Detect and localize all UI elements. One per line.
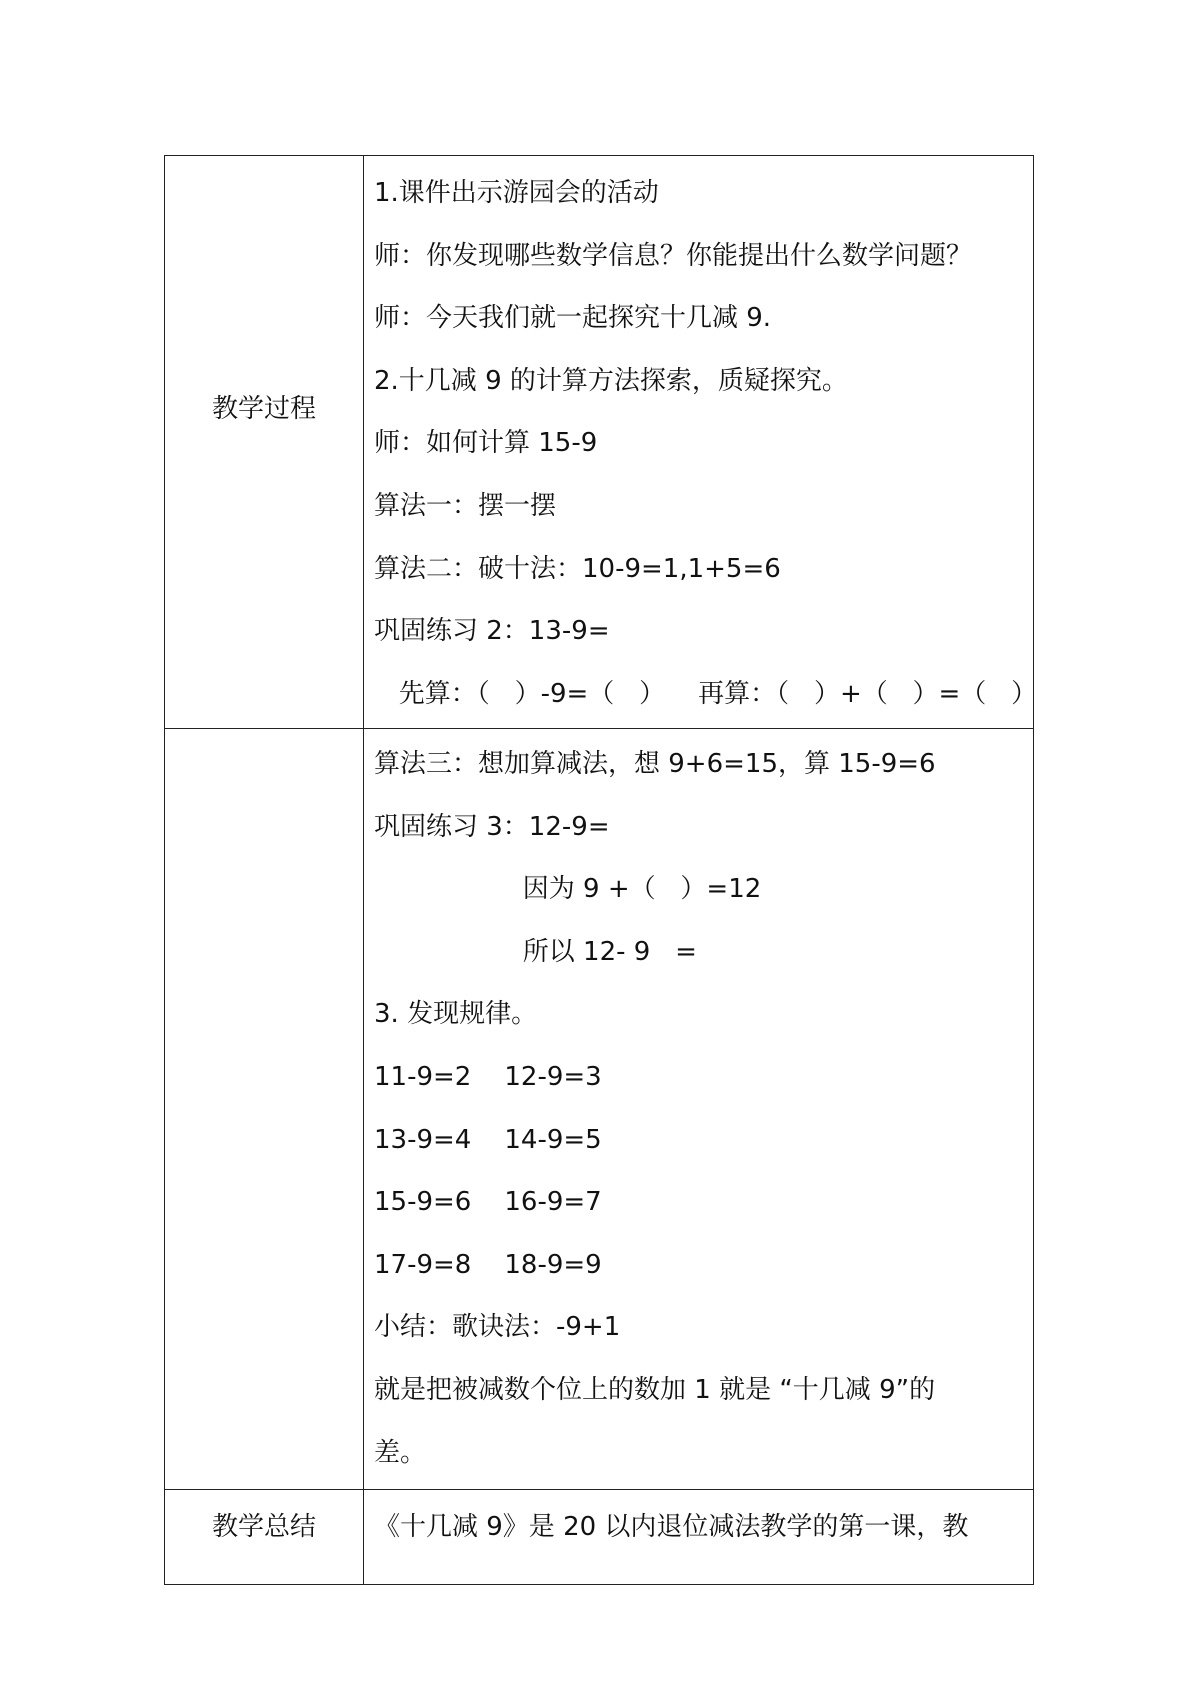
content-line: 算法二：破十法：10-9=1,1+5=6 (374, 553, 781, 584)
row-content-cell (364, 729, 1034, 1490)
content-line: 巩固练习 2：13-9= (374, 616, 610, 647)
content-line: 13-9=4 14-9=5 (374, 1124, 602, 1155)
content-line: 算法一：摆一摆 (374, 490, 557, 521)
content-line: 因为 9 +（ ）=12 (374, 874, 762, 905)
content-line: 小结：歌诀法：-9+1 (374, 1312, 621, 1343)
table-row-teaching-summary (165, 1490, 1034, 1585)
content-line: 巩固练习 3：12-9= (374, 811, 610, 842)
row-label: 教学过程 (211, 394, 316, 424)
row-content-cell (364, 156, 1038, 729)
content-line: 就是把被减数个位上的数加 1 就是 “十几减 9”的 (374, 1374, 936, 1405)
content-line: 师：你发现哪些数学信息？你能提出什么数学问题？ (374, 240, 973, 271)
row-label: 教学总结 (211, 1512, 316, 1542)
content-line: 所以 12- 9 = (374, 936, 697, 967)
content-line: 17-9=8 18-9=9 (374, 1249, 602, 1280)
content-line: 算法三：想加算减法，想 9+6=15，算 15-9=6 (374, 749, 936, 779)
content-line: 《十几减 9》是 20 以内退位减法教学的第一课，教 (374, 1512, 969, 1542)
row-label-cell (165, 729, 364, 1490)
content-line: 师：今天我们就一起探究十几减 9. (374, 303, 772, 334)
content-line: 2.十几减 9 的计算方法探索，质疑探究。 (374, 365, 848, 396)
table-row-continued (165, 729, 1034, 1490)
row-label-cell (165, 156, 364, 729)
content-line: 差。 (374, 1437, 427, 1468)
content-line: 先算：（ ）-9=（ ） 再算：（ ）+（ ）=（ ） (374, 678, 1038, 709)
content-line: 师：如何计算 15-9 (374, 428, 598, 459)
lesson-plan-table (164, 155, 1038, 1585)
row-content-cell (364, 1490, 1034, 1585)
content-line: 11-9=2 12-9=3 (374, 1061, 602, 1092)
content-line: 1.课件出示游园会的活动 (374, 178, 659, 208)
row-label-cell (165, 1490, 364, 1585)
content-line: 3. 发现规律。 (374, 999, 538, 1030)
table-row-teaching-process (165, 156, 1034, 729)
content-line: 15-9=6 16-9=7 (374, 1187, 602, 1218)
